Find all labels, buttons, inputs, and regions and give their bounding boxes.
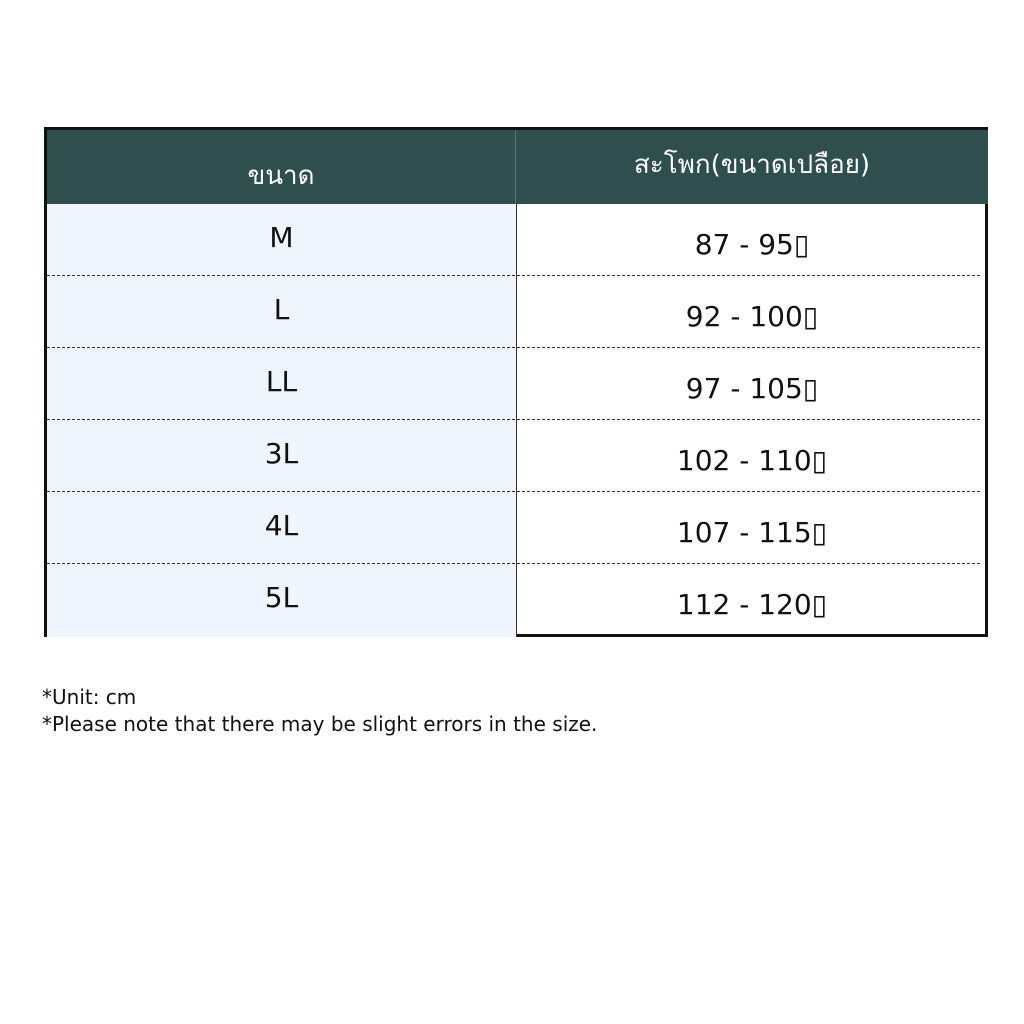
size-table — [44, 127, 988, 637]
table-header — [47, 130, 988, 204]
table-row — [47, 492, 988, 564]
table-row — [47, 348, 988, 420]
table-row — [47, 564, 988, 636]
size-cell: 4L — [264, 508, 299, 542]
size-cell: 3L — [264, 436, 299, 470]
unit-note: *Unit: cm — [42, 685, 137, 709]
size-error-note: *Please note that there may be slight errors in the size. — [42, 712, 598, 736]
table-row — [47, 204, 988, 276]
hip-range-cell: 87 - 95▯ — [694, 227, 810, 261]
hip-range-cell: 102 - 110▯ — [676, 443, 828, 477]
table-row — [47, 276, 988, 348]
header-size: ขนาด — [47, 130, 516, 204]
hip-range-cell: 92 - 100▯ — [685, 299, 819, 333]
size-cell: 5L — [264, 580, 299, 614]
header-hip-measurement: สะโพก(ขนาดเปลือย) — [633, 149, 871, 180]
hip-range-cell: 112 - 120▯ — [676, 587, 828, 621]
size-cell: LL — [265, 364, 298, 398]
notes — [42, 684, 842, 738]
table-body — [47, 204, 988, 637]
hip-range-cell: 97 - 105▯ — [685, 371, 819, 405]
hip-range-cell: 107 - 115▯ — [676, 515, 828, 549]
table-row — [47, 420, 988, 492]
size-cell: M — [269, 220, 294, 254]
size-cell: L — [273, 292, 290, 326]
